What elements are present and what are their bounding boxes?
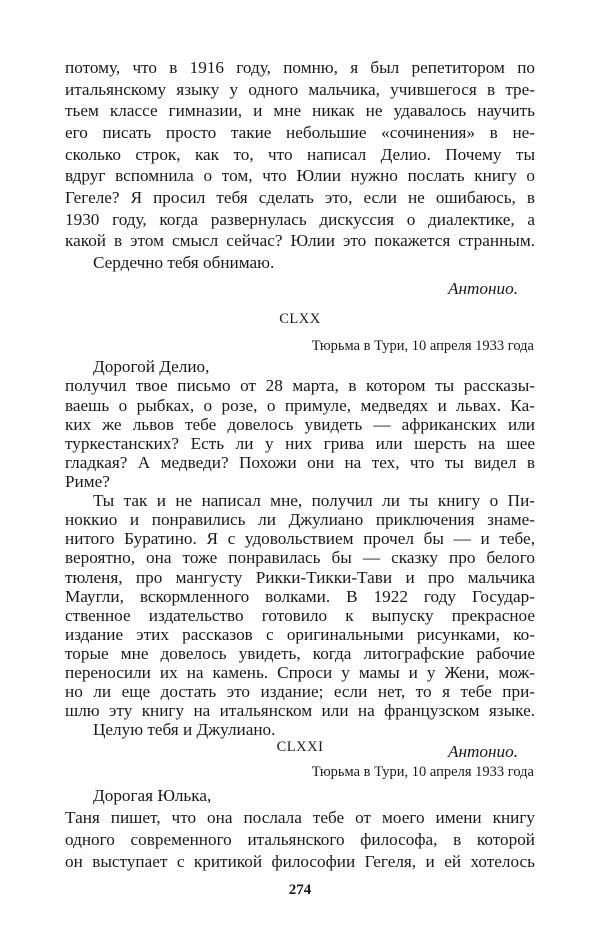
letter-number: CLXXI <box>276 739 324 755</box>
text-line: тьем классе гимназии, и мне никак не удавалось научить <box>65 101 535 121</box>
closing-line: Сердечно тебя обнимаю. <box>93 253 275 273</box>
signature: Антонио. <box>447 742 518 762</box>
text-line: ноккио и понравились ли Джулиано приключения знаме- <box>65 510 535 530</box>
letter-dateline: Тюрьма в Тури, 10 апреля 1933 года <box>311 338 534 355</box>
text-line: ких же львов тебе довелось увидеть — африканских или <box>65 414 535 434</box>
text-line: Ты так и не написал мне, получил ли ты книгу о Пи- <box>93 491 535 511</box>
text-line: ваешь о рыбках, о розе, о примуле, медведях и львах. Ка- <box>65 395 535 415</box>
text-line: вероятно, она тоже понравилась бы — сказку про белого <box>65 548 535 568</box>
text-line: одного современного итальянского философа, в которой <box>65 830 535 849</box>
text-line: Маугли, вскормленного волками. В 1922 году Государ- <box>65 586 535 606</box>
text-line: торые мне довелось увидеть, когда литографские рабочие <box>65 643 535 663</box>
letter-dateline: Тюрьма в Тури, 10 апреля 1933 года <box>311 764 534 780</box>
text-line: Гегеле? Я просил тебя сделать это, если не ошибаюсь, в <box>65 188 535 208</box>
signature: Антонио. <box>447 278 518 298</box>
text-line: получил твое письмо от 28 марта, в котором ты рассказы- <box>65 376 535 396</box>
letter-greeting: Дорогой Делио, <box>93 357 210 377</box>
text-line: Риме? <box>65 471 110 491</box>
closing-line: Целую тебя и Джулиано. <box>93 720 276 740</box>
text-line: Таня пишет, что она послала тебе от моего имени книгу <box>65 808 535 827</box>
text-line: ственное издательство готовило к выпуску прекрасное <box>65 605 535 625</box>
text-line: его писать просто такие небольшие «сочинения» в не- <box>65 123 535 143</box>
letter-greeting: Дорогая Юлька, <box>93 786 212 805</box>
letter-number: CLXX <box>279 311 321 328</box>
page-number: 274 <box>288 882 312 898</box>
text-line: вдруг вспомнила о том, что Юлии нужно послать книгу о <box>65 166 535 186</box>
text-line: какой в этом смысл сейчас? Юлии это покажется странным. <box>65 231 535 251</box>
text-line: переносили их на камень. Спроси у мамы и у Жени, мож- <box>65 663 535 683</box>
text-line: гладкая? А медведи? Похожи они на тех, что ты видел в <box>65 452 535 472</box>
text-line: итальянскому языку у одного мальчика, учившегося в тре- <box>65 79 535 99</box>
text-line: тюленя, про мангусту Рикки-Тикки-Тави и про мальчика <box>65 567 535 587</box>
text-line: потому, что в 1916 году, помню, я был репетитором по <box>65 58 535 78</box>
text-line: издание этих рассказов с оригинальными рисунками, ко- <box>65 624 535 644</box>
text-line: но ли еще достать это издание; если нет, то я тебе при- <box>65 682 535 702</box>
text-line: шлю эту книгу на итальянском или на французском языке. <box>65 701 535 721</box>
text-line: сколько строк, как то, что написал Делио. Почему ты <box>65 144 535 164</box>
text-line: 1930 году, когда развернулась дискуссия о диалектике, а <box>65 209 535 229</box>
text-line: он выступает с критикой философии Гегеля, и ей хотелось <box>65 852 535 871</box>
text-line: туркестанских? Есть ли у них грива или шерсть на шее <box>65 433 535 453</box>
text-line: нитого Буратино. Я с удовольствием прочел бы — и тебе, <box>65 529 535 549</box>
